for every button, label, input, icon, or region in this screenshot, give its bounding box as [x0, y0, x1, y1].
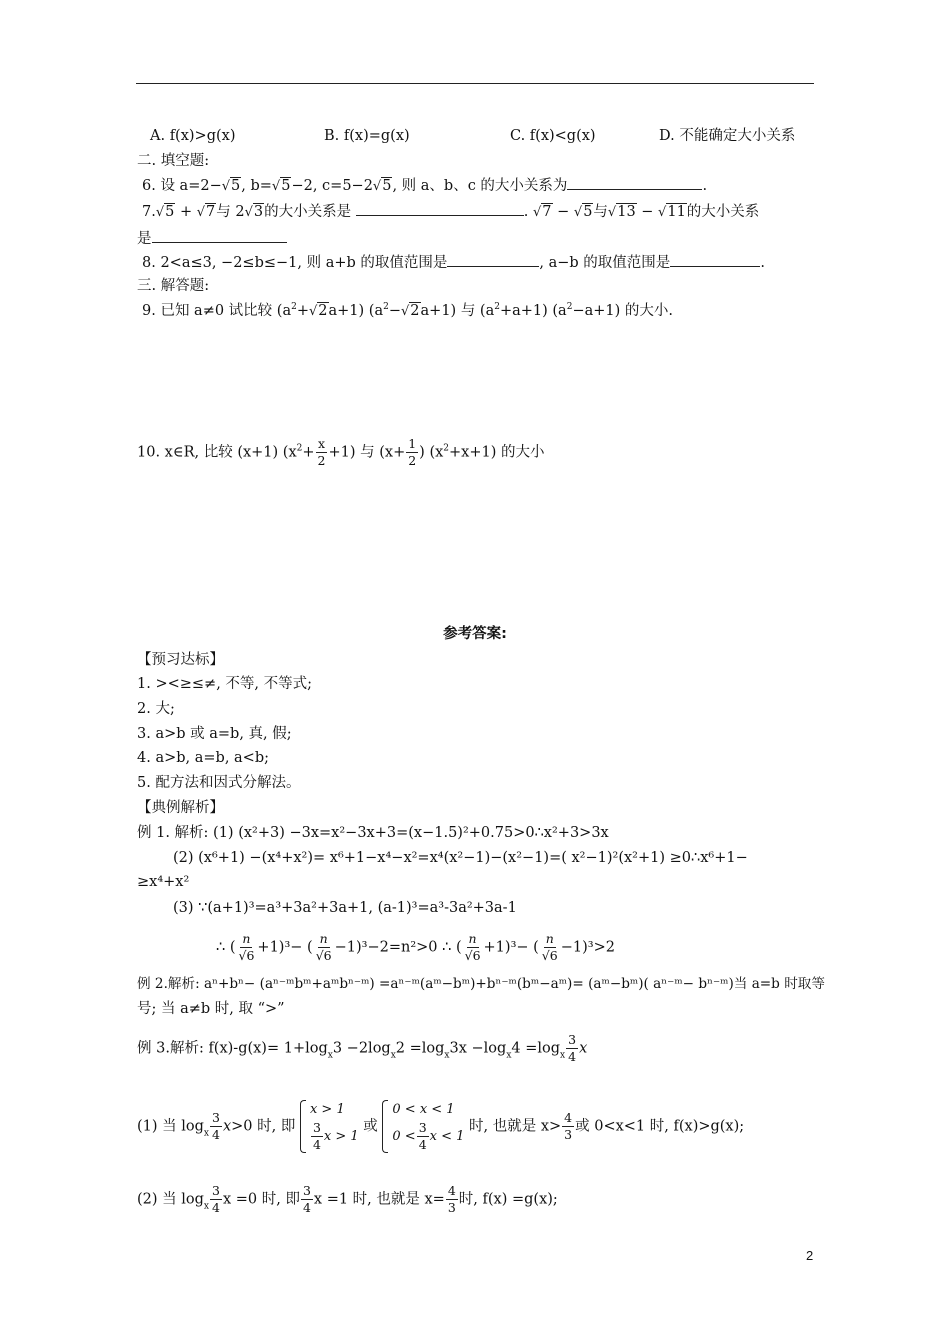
answer-blank	[567, 175, 702, 190]
question-8: 8. 2<a≤3, −2≤b≤−1, 则 a+b 的取值范围是 , a−b 的取值范围是 .	[142, 252, 765, 273]
fraction: $\frac{n}{√6}$	[464, 931, 481, 963]
choice-d: D. 不能确定大小关系	[659, 128, 796, 144]
examples-heading: 【典例解析】	[137, 800, 224, 816]
fraction: $\frac{4}{3}$	[564, 1110, 573, 1142]
example-1-part-1: 例 1. 解析: (1) (x²+3) −3x=x²−3x+3=(x−1.5)²+0.75>0∴x²+3>3x	[137, 825, 609, 841]
preview-item: 1. ><≥≤≠, 不等, 不等式;	[137, 676, 313, 692]
case-2-line: (2) 当 $\log_x$ $\frac{3}{4}$ x =0 时, 即 $\frac{3}{4}$ x =1 时, 也就是 x= $\frac{4}{3}$ 时, f(x) =g(x);	[137, 1183, 558, 1215]
fraction: $\frac{n}{√6}$	[541, 931, 558, 963]
preview-item: 5. 配方法和因式分解法。	[137, 775, 301, 791]
answer-blank	[670, 252, 760, 267]
fraction: $\frac{x}{2}$	[317, 436, 326, 468]
answer-blank	[447, 252, 539, 267]
example-2-line-2: 号; 当 a≠b 时, 取 “>”	[137, 1001, 285, 1017]
question-6: 6. 设 a=2−√5, b=√5−2, c=5−2√5, 则 a、b、c 的大小关系为 .	[142, 175, 707, 197]
preview-item: 3. a>b 或 a=b, 真, 假;	[137, 726, 292, 742]
system-brace: x > 1 $\frac{3}{4}$ x > 1	[300, 1100, 359, 1153]
question-10: 10. x∈R, 比较 (x+1) ($x^2+$ $\frac{x}{2}$ +1) 与 (x+ $\frac{1}{2}$ ) $(x^2+x+1)$ 的大小	[137, 436, 545, 468]
example-2-line-1: 例 2.解析: aⁿ+bⁿ− (aⁿ⁻ᵐbᵐ+aᵐbⁿ⁻ᵐ) =aⁿ⁻ᵐ(aᵐ−bᵐ)+bⁿ⁻ᵐ(bᵐ−aᵐ)= (aᵐ−bᵐ)( aⁿ⁻ᵐ− bⁿ⁻ᵐ)当 a=b 时取等	[137, 976, 825, 992]
fraction: $\frac{n}{√6}$	[238, 931, 255, 963]
example-1-part-2-cont: ≥x⁴+x²	[137, 874, 190, 890]
system-brace: 0 < x < 1 0 < $\frac{3}{4}$ x < 1	[382, 1100, 464, 1153]
header-rule	[136, 83, 814, 84]
example-3-line: 例 3.解析: $f(x)-g(x)= 1+\log_x3 -2\log_x2 =\log_x3x -\log_x4 =\log_x$ $\frac{3}{4}$ x	[137, 1032, 588, 1064]
preview-heading: 【预习达标】	[137, 652, 224, 668]
answer-blank	[152, 228, 287, 243]
fraction: $\frac{n}{√6}$	[315, 931, 332, 963]
preview-item: 2. 大;	[137, 701, 175, 717]
fraction: $\frac{3}{4}$	[302, 1183, 311, 1215]
fraction: $\frac{1}{2}$	[408, 436, 417, 468]
fraction: $\frac{3}{4}$	[568, 1032, 577, 1064]
example-1-part-3: (3) ∵(a+1)³=a³+3a²+3a+1, (a-1)³=a³-3a²+3a-1	[173, 900, 517, 916]
case-1-line: (1) 当 $\log_x$ $\frac{3}{4}$ x>0 时, 即 x > 1 $\frac{3}{4}$ x > 1 或 0 < x < 1 0 < $\frac{3}{4}$ x < 1 时, 也就是 x> $\frac{4}{3}$ 或 0<x<1 时, f(x)>g(x);	[137, 1102, 745, 1152]
example-1-part-4: ∴ ( $\frac{n}{√6}$ +1)³− ( $\frac{n}{√6}$ −1)³−2=n²>0 ∴ ( $\frac{n}{√6}$ +1)³− ( $\frac{n}{√6}$ −1)³>2	[216, 931, 615, 963]
section-solve-heading: 三. 解答题:	[137, 278, 210, 294]
answers-title: 参考答案:	[443, 626, 507, 642]
answer-blank	[356, 201, 524, 216]
example-1-part-2: (2) (x⁶+1) −(x⁴+x²)= x⁶+1−x⁴−x²=x⁴(x²−1)−(x²−1)=( x²−1)²(x²+1) ≥0∴x⁶+1−	[173, 850, 748, 866]
fraction: $\frac{3}{4}$	[212, 1110, 220, 1142]
page-number: 2	[806, 1248, 814, 1263]
choice-c: C. f(x)<g(x)	[510, 128, 596, 144]
choice-a: A. f(x)>g(x)	[150, 128, 236, 144]
fraction: $\frac{4}{3}$	[447, 1183, 456, 1215]
fraction: $\frac{3}{4}$	[212, 1183, 220, 1215]
question-7-cont: 是	[137, 228, 287, 249]
question-7: 7.√5 + √7与 2√3的大小关系是 . √7 − √5与√13 − √11的大小关系	[142, 201, 759, 223]
question-9: 9. 已知 a≠0 试比较 $(a^2+√2a+1)$ $(a^2-√2a+1)$ 与 $(a^2+a+1)$ $(a^2-a+1)$ 的大小.	[142, 302, 673, 319]
choice-b: B. f(x)=g(x)	[324, 128, 410, 144]
section-fill-heading: 二. 填空题:	[137, 153, 210, 169]
preview-item: 4. a>b, a=b, a<b;	[137, 750, 269, 766]
